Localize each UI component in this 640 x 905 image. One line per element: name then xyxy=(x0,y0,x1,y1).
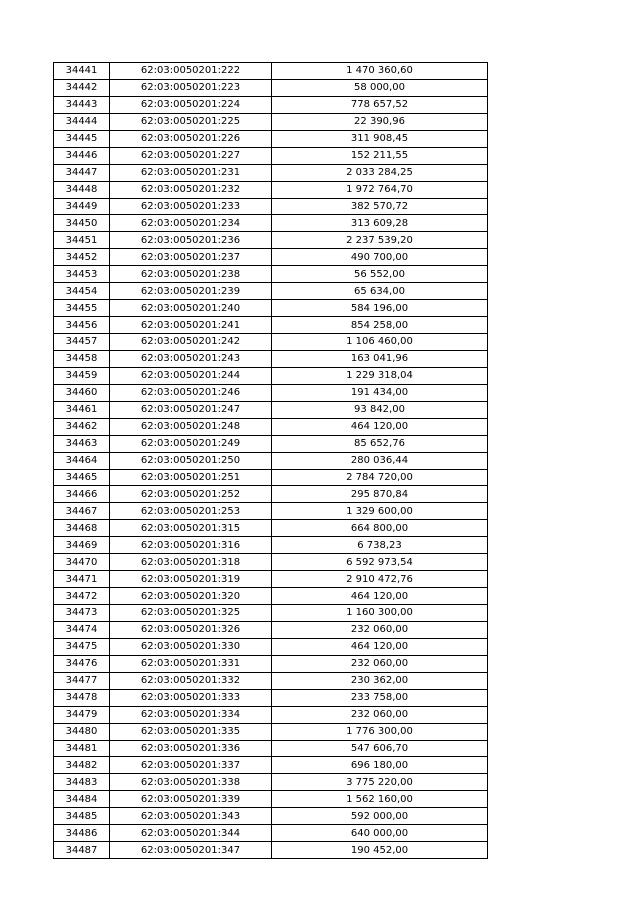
value-cell: 778 657,52 xyxy=(272,96,488,113)
row-number-cell: 34456 xyxy=(54,317,110,334)
value-cell: 2 910 472,76 xyxy=(272,571,488,588)
row-number-cell: 34471 xyxy=(54,571,110,588)
table-row xyxy=(54,825,488,842)
table-row xyxy=(54,63,488,80)
value-cell: 85 652,76 xyxy=(272,435,488,452)
table-row xyxy=(54,317,488,334)
row-number-cell: 34476 xyxy=(54,655,110,672)
cadastral-number-cell: 62:03:0050201:337 xyxy=(110,757,272,774)
row-number-cell: 34460 xyxy=(54,384,110,401)
cadastral-number-cell: 62:03:0050201:244 xyxy=(110,367,272,384)
cadastral-number-cell: 62:03:0050201:344 xyxy=(110,825,272,842)
row-number-cell: 34442 xyxy=(54,79,110,96)
cadastral-number-cell: 62:03:0050201:247 xyxy=(110,401,272,418)
cadastral-value-table xyxy=(53,62,488,859)
cadastral-number-cell: 62:03:0050201:249 xyxy=(110,435,272,452)
value-cell: 1 562 160,00 xyxy=(272,791,488,808)
table-row xyxy=(54,350,488,367)
cadastral-number-cell: 62:03:0050201:238 xyxy=(110,266,272,283)
value-cell: 280 036,44 xyxy=(272,452,488,469)
table-row xyxy=(54,520,488,537)
cadastral-number-cell: 62:03:0050201:250 xyxy=(110,452,272,469)
row-number-cell: 34445 xyxy=(54,130,110,147)
value-cell: 191 434,00 xyxy=(272,384,488,401)
value-cell: 464 120,00 xyxy=(272,588,488,605)
value-cell: 6 738,23 xyxy=(272,537,488,554)
cadastral-number-cell: 62:03:0050201:331 xyxy=(110,655,272,672)
row-number-cell: 34467 xyxy=(54,503,110,520)
value-cell: 464 120,00 xyxy=(272,418,488,435)
value-cell: 152 211,55 xyxy=(272,147,488,164)
value-cell: 232 060,00 xyxy=(272,621,488,638)
value-cell: 854 258,00 xyxy=(272,317,488,334)
table-row xyxy=(54,164,488,181)
value-cell: 65 634,00 xyxy=(272,283,488,300)
row-number-cell: 34468 xyxy=(54,520,110,537)
cadastral-number-cell: 62:03:0050201:347 xyxy=(110,842,272,859)
value-cell: 382 570,72 xyxy=(272,198,488,215)
value-cell: 592 000,00 xyxy=(272,808,488,825)
table-row xyxy=(54,367,488,384)
value-cell: 696 180,00 xyxy=(272,757,488,774)
row-number-cell: 34481 xyxy=(54,740,110,757)
value-cell: 313 609,28 xyxy=(272,215,488,232)
table-row xyxy=(54,791,488,808)
row-number-cell: 34450 xyxy=(54,215,110,232)
cadastral-number-cell: 62:03:0050201:333 xyxy=(110,689,272,706)
row-number-cell: 34477 xyxy=(54,672,110,689)
row-number-cell: 34469 xyxy=(54,537,110,554)
row-number-cell: 34458 xyxy=(54,350,110,367)
table-row xyxy=(54,774,488,791)
cadastral-number-cell: 62:03:0050201:232 xyxy=(110,181,272,198)
table-row xyxy=(54,808,488,825)
value-cell: 233 758,00 xyxy=(272,689,488,706)
cadastral-number-cell: 62:03:0050201:251 xyxy=(110,469,272,486)
value-cell: 6 592 973,54 xyxy=(272,554,488,571)
cadastral-number-cell: 62:03:0050201:319 xyxy=(110,571,272,588)
value-cell: 58 000,00 xyxy=(272,79,488,96)
row-number-cell: 34464 xyxy=(54,452,110,469)
table-row xyxy=(54,672,488,689)
row-number-cell: 34483 xyxy=(54,774,110,791)
table-row xyxy=(54,706,488,723)
cadastral-number-cell: 62:03:0050201:316 xyxy=(110,537,272,554)
cadastral-number-cell: 62:03:0050201:239 xyxy=(110,283,272,300)
row-number-cell: 34455 xyxy=(54,300,110,317)
value-cell: 490 700,00 xyxy=(272,249,488,266)
row-number-cell: 34459 xyxy=(54,367,110,384)
row-number-cell: 34452 xyxy=(54,249,110,266)
row-number-cell: 34441 xyxy=(54,63,110,80)
table-row xyxy=(54,842,488,859)
cadastral-number-cell: 62:03:0050201:330 xyxy=(110,638,272,655)
value-cell: 584 196,00 xyxy=(272,300,488,317)
cadastral-number-cell: 62:03:0050201:231 xyxy=(110,164,272,181)
row-number-cell: 34479 xyxy=(54,706,110,723)
table-row xyxy=(54,571,488,588)
cadastral-number-cell: 62:03:0050201:335 xyxy=(110,723,272,740)
row-number-cell: 34463 xyxy=(54,435,110,452)
cadastral-number-cell: 62:03:0050201:242 xyxy=(110,334,272,351)
row-number-cell: 34449 xyxy=(54,198,110,215)
cadastral-number-cell: 62:03:0050201:318 xyxy=(110,554,272,571)
table-row xyxy=(54,401,488,418)
table-row xyxy=(54,418,488,435)
value-cell: 163 041,96 xyxy=(272,350,488,367)
table-row xyxy=(54,486,488,503)
row-number-cell: 34484 xyxy=(54,791,110,808)
value-cell: 1 329 600,00 xyxy=(272,503,488,520)
value-cell: 1 160 300,00 xyxy=(272,605,488,622)
row-number-cell: 34470 xyxy=(54,554,110,571)
value-cell: 2 033 284,25 xyxy=(272,164,488,181)
table-row xyxy=(54,96,488,113)
cadastral-number-cell: 62:03:0050201:339 xyxy=(110,791,272,808)
cadastral-number-cell: 62:03:0050201:325 xyxy=(110,605,272,622)
cadastral-number-cell: 62:03:0050201:227 xyxy=(110,147,272,164)
row-number-cell: 34474 xyxy=(54,621,110,638)
table-row xyxy=(54,334,488,351)
row-number-cell: 34448 xyxy=(54,181,110,198)
cadastral-number-cell: 62:03:0050201:237 xyxy=(110,249,272,266)
cadastral-number-cell: 62:03:0050201:248 xyxy=(110,418,272,435)
cadastral-number-cell: 62:03:0050201:241 xyxy=(110,317,272,334)
row-number-cell: 34472 xyxy=(54,588,110,605)
cadastral-number-cell: 62:03:0050201:225 xyxy=(110,113,272,130)
cadastral-number-cell: 62:03:0050201:315 xyxy=(110,520,272,537)
value-cell: 56 552,00 xyxy=(272,266,488,283)
table-row xyxy=(54,215,488,232)
value-cell: 640 000,00 xyxy=(272,825,488,842)
cadastral-number-cell: 62:03:0050201:320 xyxy=(110,588,272,605)
table-row xyxy=(54,283,488,300)
row-number-cell: 34486 xyxy=(54,825,110,842)
table-row xyxy=(54,384,488,401)
row-number-cell: 34465 xyxy=(54,469,110,486)
cadastral-number-cell: 62:03:0050201:343 xyxy=(110,808,272,825)
table-row xyxy=(54,452,488,469)
row-number-cell: 34447 xyxy=(54,164,110,181)
table-row xyxy=(54,621,488,638)
table-row xyxy=(54,435,488,452)
table-row xyxy=(54,79,488,96)
row-number-cell: 34478 xyxy=(54,689,110,706)
table-row xyxy=(54,537,488,554)
value-cell: 1 229 318,04 xyxy=(272,367,488,384)
row-number-cell: 34473 xyxy=(54,605,110,622)
row-number-cell: 34453 xyxy=(54,266,110,283)
table-row xyxy=(54,198,488,215)
cadastral-number-cell: 62:03:0050201:226 xyxy=(110,130,272,147)
value-cell: 664 800,00 xyxy=(272,520,488,537)
value-cell: 230 362,00 xyxy=(272,672,488,689)
table-body xyxy=(54,63,488,859)
row-number-cell: 34462 xyxy=(54,418,110,435)
cadastral-number-cell: 62:03:0050201:326 xyxy=(110,621,272,638)
cadastral-number-cell: 62:03:0050201:253 xyxy=(110,503,272,520)
value-cell: 22 390,96 xyxy=(272,113,488,130)
row-number-cell: 34475 xyxy=(54,638,110,655)
value-cell: 295 870,84 xyxy=(272,486,488,503)
cadastral-number-cell: 62:03:0050201:338 xyxy=(110,774,272,791)
cadastral-number-cell: 62:03:0050201:243 xyxy=(110,350,272,367)
row-number-cell: 34443 xyxy=(54,96,110,113)
table-row xyxy=(54,655,488,672)
row-number-cell: 34457 xyxy=(54,334,110,351)
table-row xyxy=(54,469,488,486)
row-number-cell: 34485 xyxy=(54,808,110,825)
value-cell: 1 106 460,00 xyxy=(272,334,488,351)
table-row xyxy=(54,147,488,164)
value-cell: 1 972 764,70 xyxy=(272,181,488,198)
row-number-cell: 34444 xyxy=(54,113,110,130)
row-number-cell: 34461 xyxy=(54,401,110,418)
cadastral-number-cell: 62:03:0050201:246 xyxy=(110,384,272,401)
row-number-cell: 34480 xyxy=(54,723,110,740)
value-cell: 232 060,00 xyxy=(272,706,488,723)
value-cell: 93 842,00 xyxy=(272,401,488,418)
value-cell: 190 452,00 xyxy=(272,842,488,859)
value-cell: 3 775 220,00 xyxy=(272,774,488,791)
cadastral-number-cell: 62:03:0050201:224 xyxy=(110,96,272,113)
table-row xyxy=(54,723,488,740)
table-row xyxy=(54,554,488,571)
cadastral-number-cell: 62:03:0050201:234 xyxy=(110,215,272,232)
value-cell: 1 776 300,00 xyxy=(272,723,488,740)
value-cell: 464 120,00 xyxy=(272,638,488,655)
value-cell: 1 470 360,60 xyxy=(272,63,488,80)
cadastral-number-cell: 62:03:0050201:332 xyxy=(110,672,272,689)
table-row xyxy=(54,249,488,266)
cadastral-number-cell: 62:03:0050201:223 xyxy=(110,79,272,96)
table-row xyxy=(54,113,488,130)
value-cell: 232 060,00 xyxy=(272,655,488,672)
row-number-cell: 34487 xyxy=(54,842,110,859)
cadastral-number-cell: 62:03:0050201:336 xyxy=(110,740,272,757)
cadastral-number-cell: 62:03:0050201:233 xyxy=(110,198,272,215)
table-row xyxy=(54,588,488,605)
row-number-cell: 34454 xyxy=(54,283,110,300)
row-number-cell: 34482 xyxy=(54,757,110,774)
value-cell: 547 606,70 xyxy=(272,740,488,757)
value-cell: 311 908,45 xyxy=(272,130,488,147)
cadastral-number-cell: 62:03:0050201:334 xyxy=(110,706,272,723)
table-row xyxy=(54,689,488,706)
table-row xyxy=(54,740,488,757)
table-row xyxy=(54,503,488,520)
row-number-cell: 34446 xyxy=(54,147,110,164)
table-row xyxy=(54,605,488,622)
table-row xyxy=(54,130,488,147)
value-cell: 2 784 720,00 xyxy=(272,469,488,486)
table-row xyxy=(54,300,488,317)
table-row xyxy=(54,638,488,655)
table-row xyxy=(54,181,488,198)
row-number-cell: 34451 xyxy=(54,232,110,249)
table-row xyxy=(54,232,488,249)
cadastral-number-cell: 62:03:0050201:240 xyxy=(110,300,272,317)
value-cell: 2 237 539,20 xyxy=(272,232,488,249)
table-row xyxy=(54,266,488,283)
table-row xyxy=(54,757,488,774)
cadastral-number-cell: 62:03:0050201:222 xyxy=(110,63,272,80)
row-number-cell: 34466 xyxy=(54,486,110,503)
cadastral-number-cell: 62:03:0050201:252 xyxy=(110,486,272,503)
cadastral-number-cell: 62:03:0050201:236 xyxy=(110,232,272,249)
